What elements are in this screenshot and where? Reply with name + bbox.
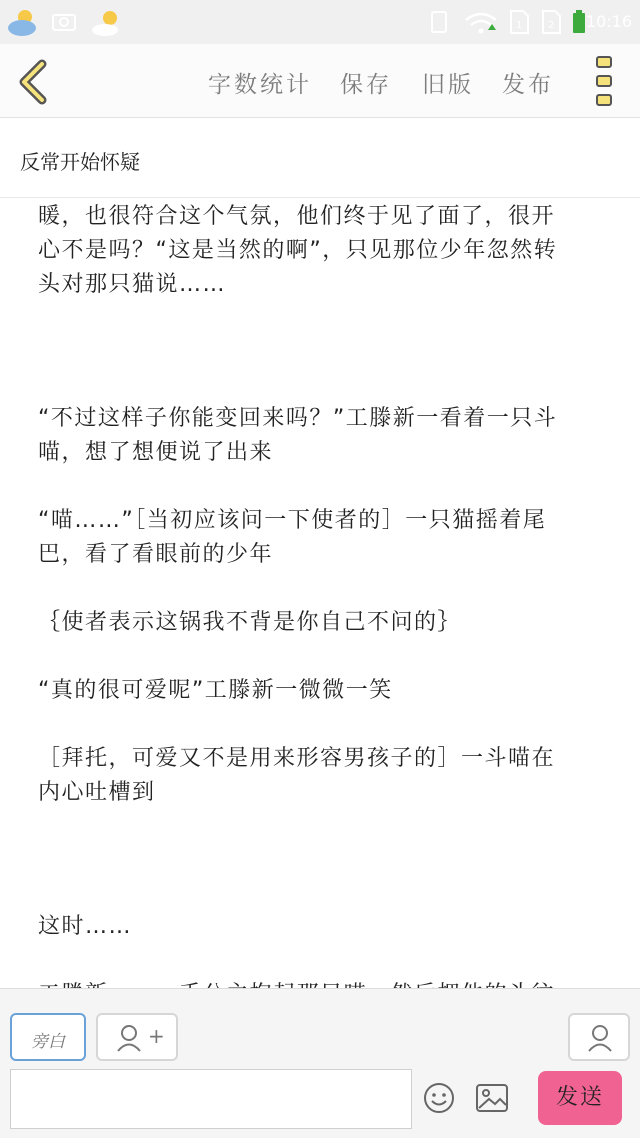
status-time: 10:16 — [585, 12, 632, 31]
add-role-button[interactable] — [96, 1013, 178, 1061]
save-button[interactable]: 保存 — [340, 72, 392, 98]
text-line: 喵，想了想便说了出来 — [38, 440, 274, 465]
svg-text:2: 2 — [548, 20, 555, 31]
add-role-plus: + — [148, 1024, 165, 1048]
send-button[interactable]: 发送 — [538, 1071, 622, 1125]
title-bar — [0, 118, 640, 198]
narration-role-button[interactable] — [10, 1013, 86, 1061]
text-line: 头对那只猫说…… — [38, 272, 227, 297]
narration-label: 旁白 — [31, 1032, 65, 1052]
old-version-button[interactable]: 旧版 — [422, 72, 474, 98]
text-line: 暖，也很符合这个气氛，他们终于见了面了，很开 — [38, 204, 556, 229]
word-count-button[interactable]: 字数统计 — [208, 72, 312, 98]
weather-sun-icon — [90, 6, 126, 38]
text-line: ｛使者表示这锅我不背是你自己不问的｝ — [38, 610, 462, 635]
more-menu-icon[interactable] — [596, 56, 614, 108]
text-line: “真的很可爱呢”工滕新一微微一笑 — [38, 678, 393, 703]
emoji-icon[interactable] — [422, 1081, 456, 1115]
back-arrow-icon[interactable] — [14, 58, 54, 106]
editor-toolbar — [0, 44, 640, 118]
user-icon — [587, 1024, 613, 1052]
user-icon — [116, 1024, 142, 1052]
character-select-button[interactable] — [568, 1013, 630, 1061]
text-line: 巴，看了看眼前的少年 — [38, 542, 274, 567]
svg-text:1: 1 — [516, 20, 523, 31]
text-line: 内心吐槽到 — [38, 780, 156, 805]
composer-bar — [0, 988, 640, 1138]
story-title[interactable]: 反常开始怀疑 — [20, 150, 140, 174]
camera-icon — [50, 6, 78, 38]
text-line: “喵……”［当初应该问一下使者的］一只猫摇着尾 — [38, 508, 547, 533]
sim-icon — [428, 6, 452, 38]
wifi-icon — [462, 6, 500, 38]
image-icon[interactable] — [474, 1081, 510, 1115]
sim-card-1-icon — [506, 6, 532, 38]
cloud-icon — [6, 6, 40, 38]
text-line: 心不是吗？“这是当然的啊”，只见那位少年忽然转 — [38, 238, 558, 263]
sim-card-2-icon — [538, 6, 564, 38]
message-input[interactable] — [10, 1069, 412, 1129]
story-content[interactable] — [38, 200, 610, 988]
text-line: “不过这样子你能变回来吗？”工滕新一看着一只斗 — [38, 406, 558, 431]
publish-button[interactable]: 发布 — [502, 72, 554, 98]
status-bar — [0, 0, 640, 44]
text-line: ［拜托，可爱又不是用来形容男孩子的］一斗喵在 — [38, 746, 556, 771]
text-line: 这时…… — [38, 914, 133, 939]
